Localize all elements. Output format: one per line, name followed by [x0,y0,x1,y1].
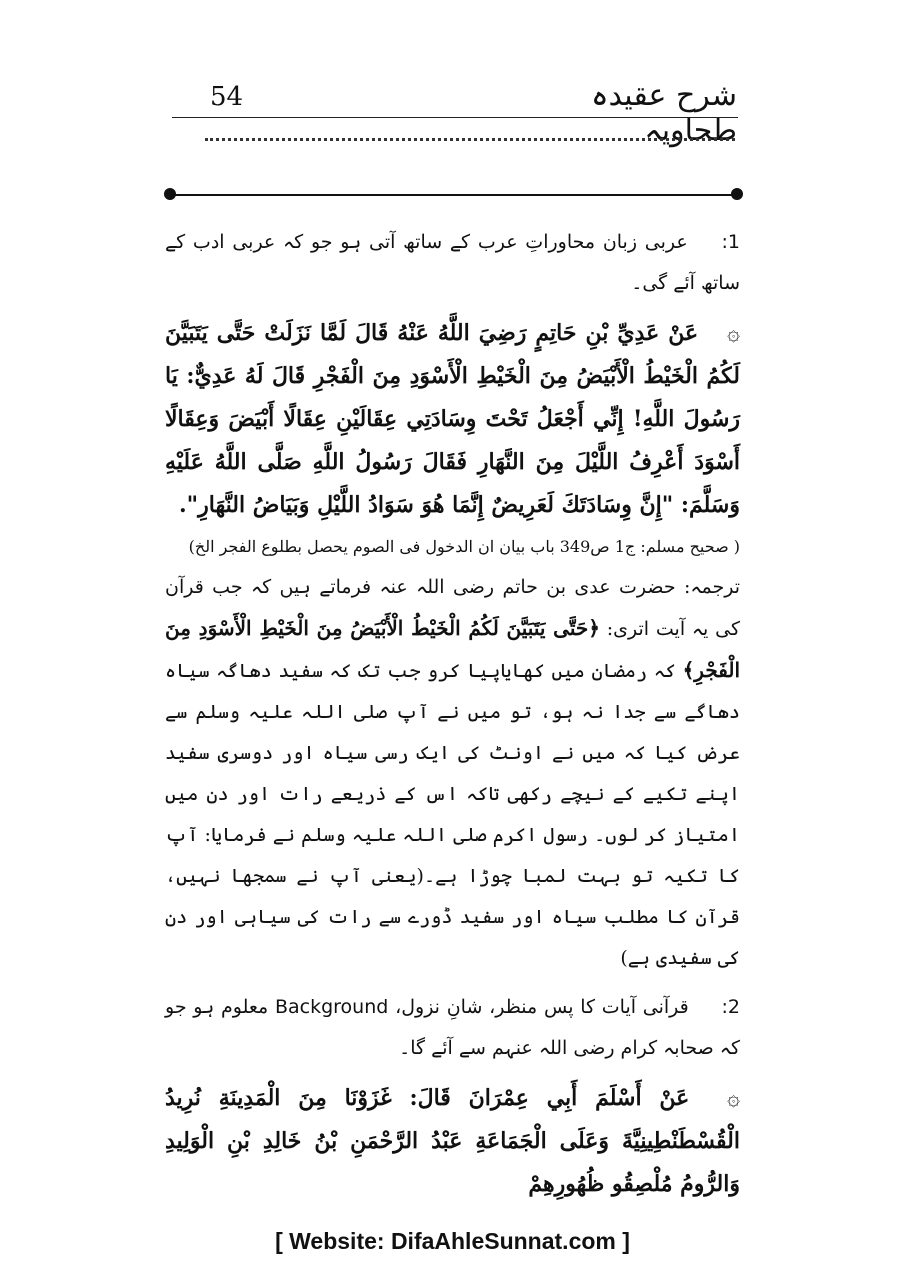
hadith-1-reference: ( صحیح مسلم: ج1 ص349 باب بیان ان الدخول فی الصوم یحصل بطلوع الفجر الخ) [188,537,740,556]
hadith-1 [165,312,740,527]
hadith-2-text: عَنْ أَسْلَمَ أَبِي عِمْرَانَ قَالَ: غَزَوْنَا مِنَ الْمَدِينَةِ نُرِيدُ الْقُسْطَنْطِينِيَّةَ وَعَلَى الْجَمَاعَةِ عَبْدُ الرَّحْمَنِ بْنُ خَالِدِ بْنِ الْوَلِيدِ وَالرُّومُ مُلْصِقُو ظُهُورِهِمْ [165,1085,740,1197]
website-footer: [ Website: DifaAhleSunnat.com ] [275,1228,630,1254]
point-2-english-word: Background [274,996,389,1018]
page-number: 54 [210,82,244,112]
translation-label: ترجمہ: [683,576,740,598]
divider-end-dot-left [164,188,176,200]
translation [165,567,740,979]
translation-text-a: حضرت عدی بن حاتم رضی اللہ عنہ فرماتے ہیں کہ جب قرآن کی یہ آیت اتری: [165,576,740,640]
header-rule [172,117,738,118]
divider-end-dot-right [731,188,743,200]
point-1-text: عربی زبان محاوراتِ عرب کے ساتھ آتی ہو جو کہ عربی ادب کے ساتھ آئے گی۔ [165,231,740,294]
book-title: شرح عقیدہ طحاویہ [590,78,737,148]
quran-ayah: ﴿حَتَّى يَتَبَيَّنَ لَكُمُ الْخَيْطُ الْأَبْيَضُ مِنَ الْخَيْطِ الْأَسْوَدِ مِنَ الْفَجْرِ﴾ [165,616,740,682]
section-divider [170,194,738,196]
point-1 [165,222,740,304]
hadith-1-text: عَنْ عَدِيِّ بْنِ حَاتِمٍ رَضِيَ اللَّهُ عَنْهُ قَالَ لَمَّا نَزَلَتْ حَتَّى يَتَبَيَّنَ لَكُمُ الْخَيْطُ الْأَبْيَضُ مِنَ الْخَيْطِ الْأَسْوَدِ مِنَ الْفَجْرِ قَالَ لَهُ عَدِيٌّ: يَا رَسُولَ اللَّهِ! إِنِّي أَجْعَلُ تَحْتَ وِسَادَتِي عِقَالَيْنِ عِقَالًا أَبْيَضَ وَعِقَالًا أَسْوَدَ أَعْرِفُ اللَّيْلَ مِنَ النَّهَارِ فَقَالَ رَسُولُ اللَّهِ صَلَّى اللَّهُ عَلَيْهِ وَسَلَّمَ: "إِنَّ وِسَادَتَكَ لَعَرِيضٌ إِنَّمَا هُوَ سَوَادُ اللَّيْلِ وَبَيَاضُ النَّهَارِ". [165,320,740,518]
page-body [165,222,740,1210]
point-1-number: 1: [721,231,740,253]
dotted-separator [205,138,735,141]
hadith-2 [165,1077,740,1206]
point-2-number: 2: [721,996,740,1018]
point-2-text-a: قرآنی آیات کا پس منظر، شانِ نزول، [395,996,689,1018]
point-2-text-b: معلوم ہو جو کہ صحابہ کرام رضی اللہ عنہم سے آئے گا۔ [165,996,740,1059]
hadith-star-icon: ۞ [727,321,740,346]
hadith-star-icon: ۞ [727,1086,740,1111]
point-2 [165,987,740,1069]
translation-text-b: کہ رمضان میں کھایاپیا کرو جب تک کہ سفید دھاگہ سیاہ دھاگے سے جدا نہ ہو، تو میں نے آپ صلی اللہ علیہ وسلم سے عرض کیا کہ میں نے اونٹ کی ایک رسی سیاہ اور دوسری سفید اپنے تکیے کے نیچے رکھی تاکہ اس کے ذریعے رات اور دن میں امتیاز کر لوں۔ رسول اکرم صلی اللہ علیہ وسلم نے فرمایا: آپ کا تکیہ تو بہت لمبا چوڑا ہے۔(یعنی آپ نے سمجھا نہیں، قرآن کا مطلب سیاہ اور سفید ڈورے سے رات کی سیاہی اور دن کی سفیدی ہے) [165,660,740,969]
